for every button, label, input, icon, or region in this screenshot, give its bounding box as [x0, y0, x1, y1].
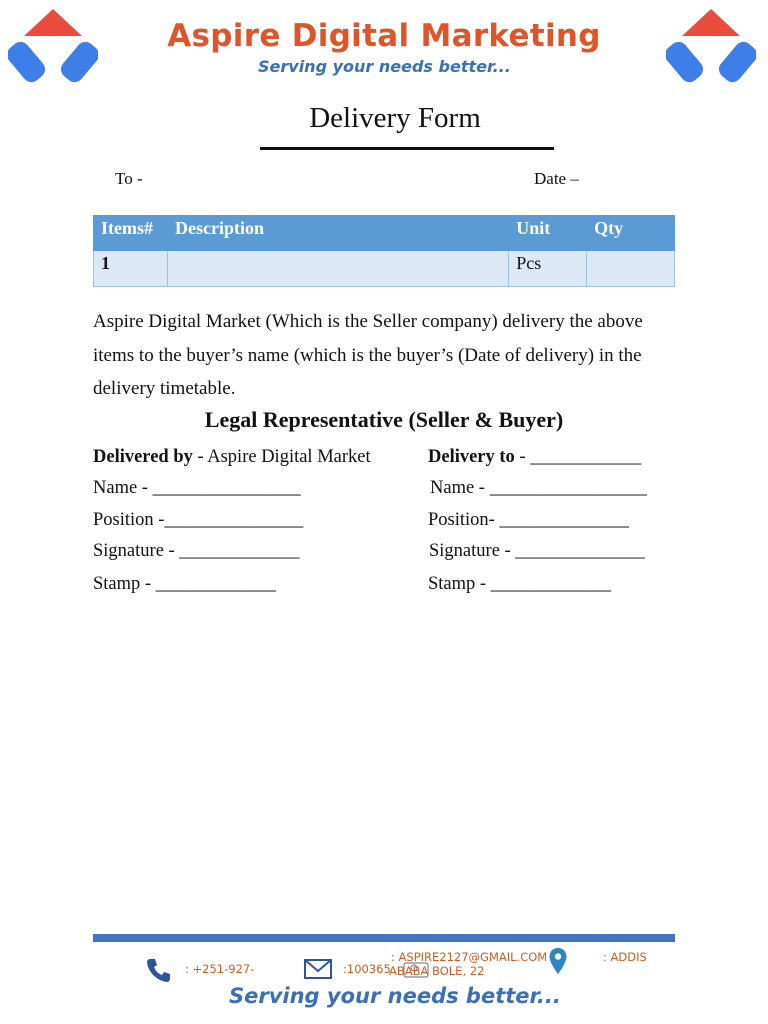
location-pin-icon	[548, 947, 568, 975]
delivery-to-value: - ____________	[514, 447, 642, 467]
header-description: Description	[167, 216, 508, 251]
delivered-by-label: Delivered by	[93, 447, 193, 467]
delivery-to-label: Delivery to	[428, 447, 515, 467]
buyer-stamp-line: Stamp - _____________	[428, 574, 611, 594]
footer-tagline: Serving your needs better...	[229, 984, 561, 1008]
delivered-by-value: - Aspire Digital Market	[192, 447, 371, 467]
delivered-by-line	[93, 447, 371, 468]
delivery-to-line	[428, 447, 641, 468]
cell-qty	[587, 251, 675, 287]
brand-name: Aspire Digital Marketing	[167, 18, 601, 54]
header-qty: Qty	[587, 216, 675, 251]
header-items-number: Items#	[94, 216, 168, 251]
form-title: Delivery Form	[309, 102, 481, 134]
phone-icon	[145, 956, 173, 984]
seller-signature-line: Signature - _____________	[93, 541, 300, 561]
buyer-position-line: Position- ______________	[428, 510, 629, 530]
seller-position-line: Position -_______________	[93, 510, 304, 530]
header-tagline: Serving your needs better...	[258, 57, 511, 76]
cell-unit: Pcs	[509, 251, 587, 287]
table-header-row	[94, 216, 675, 251]
delivery-statement: Aspire Digital Market (Which is the Seller company) delivery the above items to the buyer’s name (which is the buyer’s (Date of delivery) in the delivery timetable.	[93, 311, 643, 399]
cell-item-number: 1	[94, 251, 168, 287]
date-label: Date –	[534, 169, 579, 188]
footer-bar	[93, 934, 675, 942]
footer-address-1: : ADDIS	[603, 950, 647, 964]
table-row	[94, 251, 675, 287]
footer-address-2: ABABA BOLE, 22	[389, 964, 485, 978]
footer-po-box: :100365	[343, 962, 391, 976]
title-underline	[260, 147, 554, 150]
to-label: To -	[115, 169, 143, 188]
footer-email: : ASPIRE2127@GMAIL.COM	[391, 950, 548, 964]
cell-description	[167, 251, 508, 287]
buyer-name-line: Name - _________________	[430, 478, 647, 498]
seller-name-line: Name - ________________	[93, 478, 301, 498]
seller-stamp-line: Stamp - _____________	[93, 574, 276, 594]
buyer-signature-line: Signature - ______________	[429, 541, 645, 561]
legal-heading: Legal Representative (Seller & Buyer)	[204, 407, 564, 432]
email-icon	[304, 959, 332, 979]
header-unit: Unit	[509, 216, 587, 251]
footer-phone: : +251-927-	[185, 962, 255, 976]
items-table	[93, 215, 675, 287]
